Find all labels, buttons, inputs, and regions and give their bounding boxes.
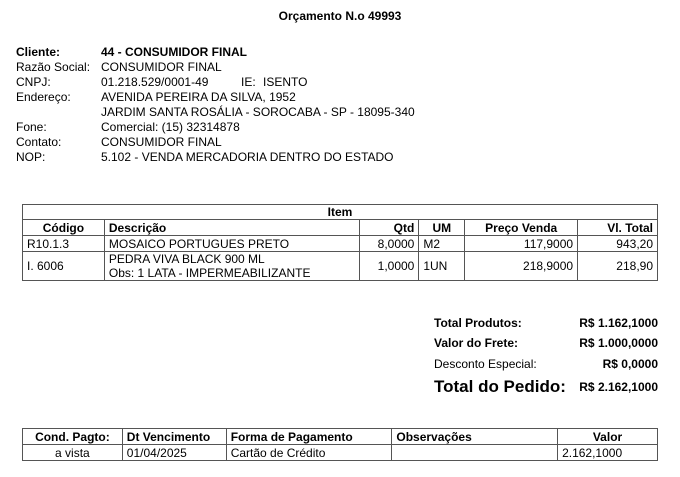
col-header-preco: Preço Venda xyxy=(465,220,578,236)
razao-social-label: Razão Social: xyxy=(16,60,91,74)
client-label: Cliente: xyxy=(16,45,61,59)
item-obs: Obs: 1 LATA - IMPERMEABILIZANTE xyxy=(108,266,311,280)
item-um: M2 xyxy=(419,236,465,252)
client-value: 44 - CONSUMIDOR FINAL xyxy=(101,45,248,59)
item-qtd: 8,0000 xyxy=(360,236,419,252)
payment-vencimento: 01/04/2025 xyxy=(122,445,226,461)
payment-observacoes xyxy=(392,445,558,461)
item-um: 1UN xyxy=(419,252,465,281)
total-produtos-row xyxy=(434,316,658,331)
valor-frete-label: Valor do Frete: xyxy=(434,336,519,350)
desconto-label: Desconto Especial: xyxy=(434,357,537,371)
endereco-line-2: JARDIM SANTA ROSÁLIA - SOROCABA - SP - 18095-340 xyxy=(101,105,415,119)
item-preco: 117,9000 xyxy=(465,236,578,252)
valor-frete-row xyxy=(434,336,658,351)
table-row xyxy=(23,252,658,281)
item-descricao: MOSAICO PORTUGUES PRETO xyxy=(104,236,360,252)
fone-label: Fone: xyxy=(16,120,47,134)
items-caption: Item xyxy=(23,205,658,220)
ie-label: IE: xyxy=(241,75,256,89)
col-header-vencimento: Dt Vencimento xyxy=(122,429,226,445)
nop-label: NOP: xyxy=(16,150,46,164)
item-codigo: R10.1.3 xyxy=(23,236,105,252)
payment-header-row xyxy=(23,429,658,445)
desconto-value: R$ 0,0000 xyxy=(602,357,658,371)
document-title: Orçamento N.o 49993 xyxy=(278,9,402,23)
razao-social-value: CONSUMIDOR FINAL xyxy=(101,60,222,74)
items-header-row xyxy=(23,220,658,236)
col-header-codigo: Código xyxy=(23,220,105,236)
col-header-cond: Cond. Pagto: xyxy=(23,429,123,445)
valor-frete-value: R$ 1.000,0000 xyxy=(579,336,658,350)
payment-valor: 2.162,1000 xyxy=(558,445,658,461)
contato-value: CONSUMIDOR FINAL xyxy=(101,135,222,149)
item-total: 943,20 xyxy=(578,236,658,252)
items-caption-row xyxy=(23,205,658,220)
payment-cond: a vista xyxy=(23,445,123,461)
total-produtos-label: Total Produtos: xyxy=(434,316,522,330)
ie-value: ISENTO xyxy=(263,75,308,89)
endereco-line-1: AVENIDA PEREIRA DA SILVA, 1952 xyxy=(101,90,296,104)
col-header-descricao: Descrição xyxy=(104,220,360,236)
item-descricao: PEDRA VIVA BLACK 900 ML xyxy=(108,252,265,266)
total-pedido-row xyxy=(434,376,658,398)
cnpj-value: 01.218.529/0001-49 xyxy=(101,75,209,89)
desconto-row xyxy=(434,357,658,372)
endereco-label: Endereço: xyxy=(16,90,71,104)
col-header-forma: Forma de Pagamento xyxy=(226,429,392,445)
cnpj-label: CNPJ: xyxy=(16,75,51,89)
col-header-qtd: Qtd xyxy=(360,220,419,236)
items-table xyxy=(22,204,658,281)
fone-value: Comercial: (15) 32314878 xyxy=(101,120,240,134)
nop-value: 5.102 - VENDA MERCADORIA DENTRO DO ESTADO xyxy=(101,150,394,164)
item-descricao-cell xyxy=(104,252,360,281)
total-pedido-value: R$ 2.162,1000 xyxy=(579,380,658,394)
contato-label: Contato: xyxy=(16,135,62,149)
col-header-total: Vl. Total xyxy=(578,220,658,236)
table-row xyxy=(23,445,658,461)
table-row xyxy=(23,236,658,252)
payment-table xyxy=(22,428,658,461)
payment-forma: Cartão de Crédito xyxy=(226,445,392,461)
item-codigo: I. 6006 xyxy=(23,252,105,281)
item-preco: 218,9000 xyxy=(465,252,578,281)
total-produtos-value: R$ 1.162,1000 xyxy=(579,316,658,330)
col-header-observacoes: Observações xyxy=(392,429,558,445)
col-header-um: UM xyxy=(419,220,465,236)
item-qtd: 1,0000 xyxy=(360,252,419,281)
item-total: 218,90 xyxy=(578,252,658,281)
total-pedido-label: Total do Pedido: xyxy=(434,377,566,396)
col-header-valor: Valor xyxy=(558,429,658,445)
